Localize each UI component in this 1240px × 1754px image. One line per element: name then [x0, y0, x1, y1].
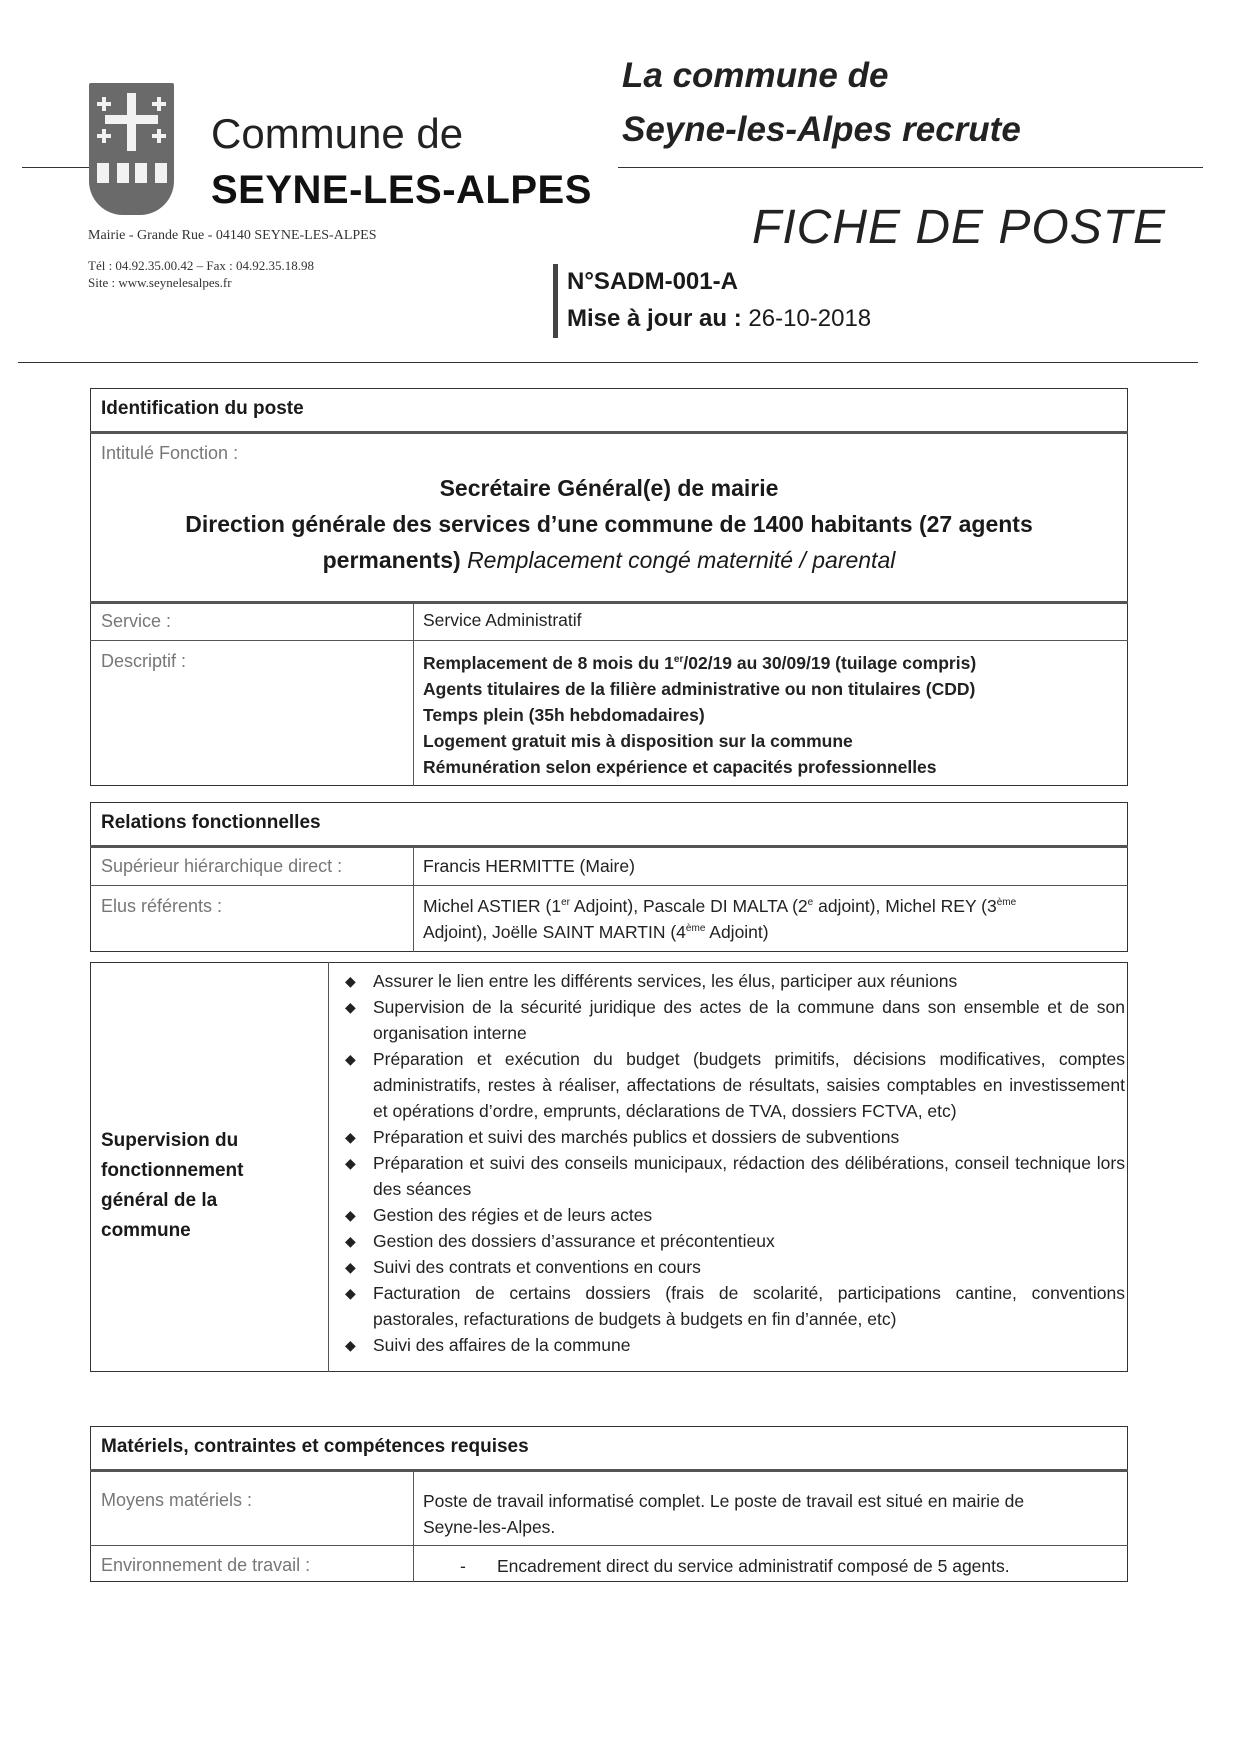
list-item-text: Facturation de certains dossiers (frais de scolarité, participations cantine, conventions pastorales, refacturations de budgets à budgets en fin d’année, etc)	[373, 1283, 1125, 1329]
superieur-value: Francis HERMITTE (Maire)	[423, 856, 635, 876]
materiels-heading: Matériels, contraintes et compétences requises	[101, 1436, 529, 1457]
environnement-value: Encadrement direct du service administratif composé de 5 agents.	[497, 1556, 1010, 1576]
list-item	[345, 1280, 1125, 1332]
elus-text: Adjoint), Joëlle SAINT MARTIN (4	[423, 922, 686, 942]
reference-number: N°SADM-001-A	[567, 268, 738, 295]
identification-heading: Identification du poste	[101, 398, 304, 419]
commune-name: SEYNE-LES-ALPES	[211, 168, 592, 212]
reference-vertical-bar	[553, 264, 558, 338]
phone-line: Tél : 04.92.35.00.42 – Fax : 04.92.35.18.98	[88, 258, 315, 273]
row-divider	[90, 640, 1128, 641]
descriptif-line-1-end: /02/19 au 30/09/19 (tuilage compris)	[683, 653, 977, 673]
list-item	[345, 1150, 1125, 1202]
row-divider	[90, 431, 1128, 434]
diamond-bullet-icon: ◆	[345, 999, 356, 1015]
moyens-line-1: Poste de travail informatisé complet. Le poste de travail est situé en mairie de	[423, 1491, 1025, 1511]
supervision-task-list	[345, 968, 1125, 1358]
environnement-label: Environnement de travail :	[101, 1555, 311, 1575]
intitule-label: Intitulé Fonction :	[101, 443, 239, 463]
update-label: Mise à jour au :	[567, 305, 742, 332]
job-title: Secrétaire Général(e) de mairie	[439, 475, 779, 501]
elus-sup: er	[561, 897, 571, 909]
commune-de-text: Commune de	[211, 110, 464, 157]
column-divider	[413, 845, 414, 952]
diamond-bullet-icon: ◆	[345, 1129, 356, 1145]
supervision-label-line: commune	[101, 1220, 191, 1241]
list-item-text: Préparation et suivi des marchés publics et dossiers de subventions	[373, 1127, 900, 1147]
list-item	[345, 1124, 1125, 1150]
elus-text: adjoint), Michel REY (3	[813, 896, 997, 916]
elus-sup: e	[807, 897, 814, 909]
row-divider	[90, 1545, 1128, 1546]
list-item-text: Suivi des affaires de la commune	[373, 1335, 631, 1355]
list-item	[345, 1228, 1125, 1254]
elus-text: Adjoint)	[705, 922, 769, 942]
list-item	[345, 994, 1125, 1046]
job-subtitle-bold: permanents)	[322, 547, 461, 573]
list-item	[345, 968, 1125, 994]
list-item-text: Préparation et exécution du budget (budgets primitifs, décisions modificatives, comptes administratifs, restes à réaliser, affectations de résultats, saisies comptables en investissement et opérations d’ordre, emprunts, déclarations de TVA, dossiers FCTVA, etc)	[373, 1049, 1125, 1121]
list-item	[345, 1254, 1125, 1280]
website-line: Site : www.seynelesalpes.fr	[88, 275, 232, 290]
job-subtitle-line-2	[90, 542, 1128, 578]
supervision-label	[101, 1126, 244, 1246]
header-left-rule	[22, 167, 90, 168]
list-item-text: Préparation et suivi des conseils municipaux, rédaction des délibérations, conseil technique lors des séances	[373, 1153, 1125, 1199]
elus-value	[423, 893, 1103, 945]
service-label: Service :	[101, 611, 172, 631]
list-item-text: Assurer le lien entre les différents services, les élus, participer aux réunions	[373, 971, 958, 991]
descriptif-line-1-sup: er	[673, 654, 684, 666]
list-item-text: Supervision de la sécurité juridique des actes de la commune dans son ensemble et de son organisation interne	[373, 997, 1125, 1043]
job-subtitle-italic: Remplacement congé maternité / parental	[467, 547, 896, 573]
descriptif-line-3: Temps plein (35h hebdomadaires)	[423, 705, 705, 725]
diamond-bullet-icon: ◆	[345, 1337, 356, 1353]
elus-text: Adjoint), Pascale DI MALTA (2	[570, 896, 808, 916]
recrute-line-2: Seyne-les-Alpes recrute	[622, 110, 1021, 149]
moyens-label: Moyens matériels :	[101, 1490, 253, 1510]
crest-cross-pattern	[89, 83, 174, 215]
diamond-bullet-icon: ◆	[345, 1207, 356, 1223]
diamond-bullet-icon: ◆	[345, 1155, 356, 1171]
supervision-label-line: général de la	[101, 1190, 218, 1211]
recrute-line-1: La commune de	[622, 56, 889, 95]
column-divider	[328, 962, 329, 1372]
descriptif-line-2: Agents titulaires de la filière administrative ou non titulaires (CDD)	[423, 679, 976, 699]
diamond-bullet-icon: ◆	[345, 1285, 356, 1301]
elus-sup: ème	[685, 923, 706, 935]
column-divider	[413, 1469, 414, 1582]
descriptif-label: Descriptif :	[101, 651, 187, 671]
superieur-label: Supérieur hiérarchique direct :	[101, 856, 343, 876]
diamond-bullet-icon: ◆	[345, 1051, 356, 1067]
job-subtitle-line-1: Direction générale des services d’une commune de 1400 habitants (27 agents	[185, 511, 1033, 537]
descriptif-line-1	[423, 650, 976, 676]
diamond-bullet-icon: ◆	[345, 1259, 356, 1275]
elus-label: Elus référents :	[101, 896, 223, 916]
environnement-dash: -	[460, 1556, 466, 1576]
diamond-bullet-icon: ◆	[345, 973, 356, 989]
header-bottom-rule	[18, 362, 1198, 363]
list-item-text: Gestion des régies et de leurs actes	[373, 1205, 653, 1225]
recrute-underline	[618, 167, 1203, 168]
column-divider	[413, 601, 414, 786]
update-date: 26-10-2018	[748, 305, 872, 332]
elus-sup: ème	[996, 897, 1017, 909]
commune-crest-logo	[89, 83, 174, 215]
list-item	[345, 1202, 1125, 1228]
list-item	[345, 1332, 1125, 1358]
service-value: Service Administratif	[423, 610, 582, 630]
row-divider	[90, 845, 1128, 848]
elus-text: Michel ASTIER (1	[423, 896, 562, 916]
row-divider	[90, 1469, 1128, 1472]
descriptif-line-5: Rémunération selon expérience et capacités professionnelles	[423, 757, 937, 777]
fiche-de-poste-title: FICHE DE POSTE	[752, 201, 1167, 254]
list-item	[345, 1046, 1125, 1124]
address-line: Mairie - Grande Rue - 04140 SEYNE-LES-ALPES	[88, 228, 377, 243]
descriptif-line-1-start: Remplacement de 8 mois du 1	[423, 653, 674, 673]
supervision-label-line: Supervision du	[101, 1130, 239, 1151]
update-line	[567, 305, 871, 333]
diamond-bullet-icon: ◆	[345, 1233, 356, 1249]
descriptif-line-4: Logement gratuit mis à disposition sur la commune	[423, 731, 853, 751]
moyens-line-2: Seyne-les-Alpes.	[423, 1517, 556, 1537]
row-divider	[90, 601, 1128, 604]
list-item-text: Suivi des contrats et conventions en cours	[373, 1257, 701, 1277]
row-divider	[90, 885, 1128, 886]
supervision-label-line: fonctionnement	[101, 1160, 244, 1181]
list-item-text: Gestion des dossiers d’assurance et précontentieux	[373, 1231, 775, 1251]
relations-heading: Relations fonctionnelles	[101, 812, 321, 833]
